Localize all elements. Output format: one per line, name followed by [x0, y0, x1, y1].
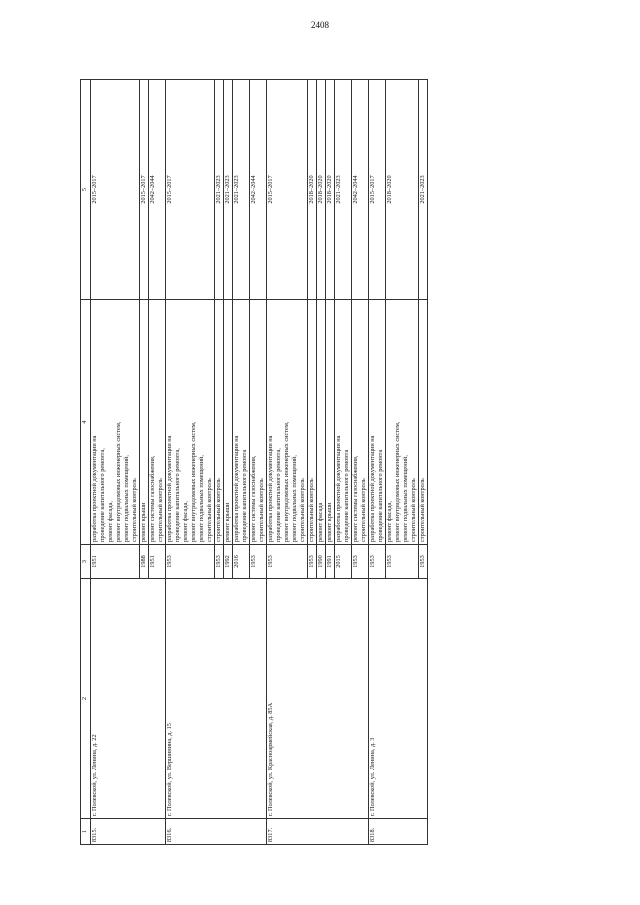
period-cell: 2018–2020 [326, 80, 335, 300]
work-line: проведение капитального ремонта [343, 449, 350, 542]
year-cell: 1953 [250, 545, 267, 579]
work-line: строительный контроль [157, 478, 164, 542]
address-cell: г. Полевской, ул. Красноармейская, д. 85А [267, 579, 369, 819]
work-line: разработка проектной документации на [166, 435, 173, 542]
work-line: строительный контроль [258, 478, 265, 542]
work-line: ремонт крыши [140, 502, 147, 542]
year-cell: 1953 [419, 545, 428, 579]
works-cell [233, 300, 250, 545]
table-row [166, 80, 215, 845]
period-cell: 2042–2044 [352, 80, 369, 300]
period-cell: 2042–2044 [149, 80, 166, 300]
year-cell: 2016 [233, 545, 250, 579]
year-cell: 1992 [224, 545, 233, 579]
works-cell [317, 300, 326, 545]
work-line: ремонт подвальных помещений, [402, 455, 409, 542]
address-cell: г. Полевской, ул. Ленина, д. 22 [91, 579, 166, 819]
work-line: строительный контроль [419, 478, 426, 542]
period-cell: 2021–2023 [233, 80, 250, 300]
work-line: проведение капитального ремонта [241, 449, 248, 542]
works-cell [267, 300, 308, 545]
year-cell: 1991 [326, 545, 335, 579]
works-cell [308, 300, 317, 545]
header-row [81, 80, 91, 845]
work-line: ремонт подвальных помещений, [291, 455, 298, 542]
period-cell: 2042–2044 [250, 80, 267, 300]
header-col-1: 1 [81, 819, 91, 845]
year-cell: 1951 [91, 545, 140, 579]
works-cell [166, 300, 215, 545]
works-cell [369, 300, 386, 545]
work-line: ремонт фасада, [107, 501, 114, 542]
year-cell: 1951 [149, 545, 166, 579]
period-cell: 2018–2020 [386, 80, 419, 300]
work-line: проведение капитального ремонта [377, 449, 384, 542]
header-col-2: 2 [81, 579, 91, 819]
work-line: ремонт внутридомовых инженерных систем, [394, 421, 401, 542]
work-line: строительный контроль [206, 478, 213, 542]
page-number: 2408 [311, 20, 329, 30]
works-cell [386, 300, 419, 545]
work-line: ремонт подвальных помещений, [123, 455, 130, 542]
works-cell [250, 300, 267, 545]
work-line: ремонт крыши [326, 502, 333, 542]
work-line: ремонт фасада, [386, 501, 393, 542]
work-line: строительный контроль [215, 478, 222, 542]
period-cell: 2018–2020 [317, 80, 326, 300]
work-line: ремонт фасада, [182, 501, 189, 542]
header-col-4: 4 [81, 300, 91, 545]
row-number: 8318. [369, 819, 428, 845]
work-line: ремонт системы газоснабжения, [250, 455, 257, 542]
work-line: проведение капитального ремонта, [275, 448, 282, 542]
works-cell [419, 300, 428, 545]
year-cell: 1953 [267, 545, 308, 579]
work-line: проведение капитального ремонта, [99, 448, 106, 542]
table-row [369, 80, 386, 845]
work-line: строительный контроль [360, 478, 367, 542]
works-cell [224, 300, 233, 545]
period-cell: 2021–2023 [419, 80, 428, 300]
period-cell: 2021–2023 [335, 80, 352, 300]
address-cell: г. Полевской, ул. Вершинина, д. 15 [166, 579, 267, 819]
works-table [80, 79, 428, 845]
period-cell: 2015–2017 [267, 80, 308, 300]
work-line: ремонт внутридомовых инженерных систем, [283, 421, 290, 542]
table-row [91, 80, 140, 845]
address-cell: г. Полевской, ул. Ленина, д. 3 [369, 579, 428, 819]
period-cell: 2015–2017 [91, 80, 140, 300]
table-wrapper [80, 80, 540, 845]
year-cell: 1988 [140, 545, 149, 579]
rotated-table-area [80, 80, 540, 845]
work-line: строительный контроль [308, 478, 315, 542]
works-cell [91, 300, 140, 545]
header-col-5: 5 [81, 80, 91, 300]
period-cell: 2015–2017 [369, 80, 386, 300]
work-line: ремонт внутридомовых инженерных систем, [190, 421, 197, 542]
table-row [267, 80, 308, 845]
work-line: ремонт фасада [317, 502, 324, 542]
work-line: разработка проектной документации на [233, 435, 240, 542]
works-cell [149, 300, 166, 545]
works-cell [140, 300, 149, 545]
work-line: ремонт системы газоснабжения, [149, 455, 156, 542]
year-cell: 1953 [166, 545, 215, 579]
year-cell: 1953 [369, 545, 386, 579]
works-cell [326, 300, 335, 545]
work-line: разработка проектной документации на [91, 435, 98, 542]
work-line: ремонт крыши [224, 502, 231, 542]
work-line: ремонт системы газоснабжения, [352, 455, 359, 542]
work-line: разработка проектной документации на [369, 435, 376, 542]
year-cell: 1953 [352, 545, 369, 579]
work-line: ремонт подвальных помещений, [198, 455, 205, 542]
work-line: строительный контроль [299, 478, 306, 542]
work-line: разработка проектной документации на [267, 435, 274, 542]
work-line: ремонт внутридомовых инженерных систем, [115, 421, 122, 542]
works-cell [215, 300, 224, 545]
works-cell [352, 300, 369, 545]
row-number: 8317. [267, 819, 369, 845]
work-line: проведение капитального ремонта, [174, 448, 181, 542]
period-cell: 2021–2023 [215, 80, 224, 300]
work-line: разработка проектной документации на [335, 435, 342, 542]
row-number: 8316. [166, 819, 267, 845]
row-number: 8315. [91, 819, 166, 845]
period-cell: 2015–2017 [166, 80, 215, 300]
period-cell: 2018–2020 [308, 80, 317, 300]
header-col-3: 3 [81, 545, 91, 579]
period-cell: 2015–2017 [140, 80, 149, 300]
work-line: строительный контроль [131, 478, 138, 542]
year-cell: 1953 [215, 545, 224, 579]
period-cell: 2021–2023 [224, 80, 233, 300]
work-line: строительный контроль [410, 478, 417, 542]
works-cell [335, 300, 352, 545]
year-cell: 1990 [317, 545, 326, 579]
year-cell: 1953 [386, 545, 419, 579]
year-cell: 2015 [335, 545, 352, 579]
year-cell: 1953 [308, 545, 317, 579]
